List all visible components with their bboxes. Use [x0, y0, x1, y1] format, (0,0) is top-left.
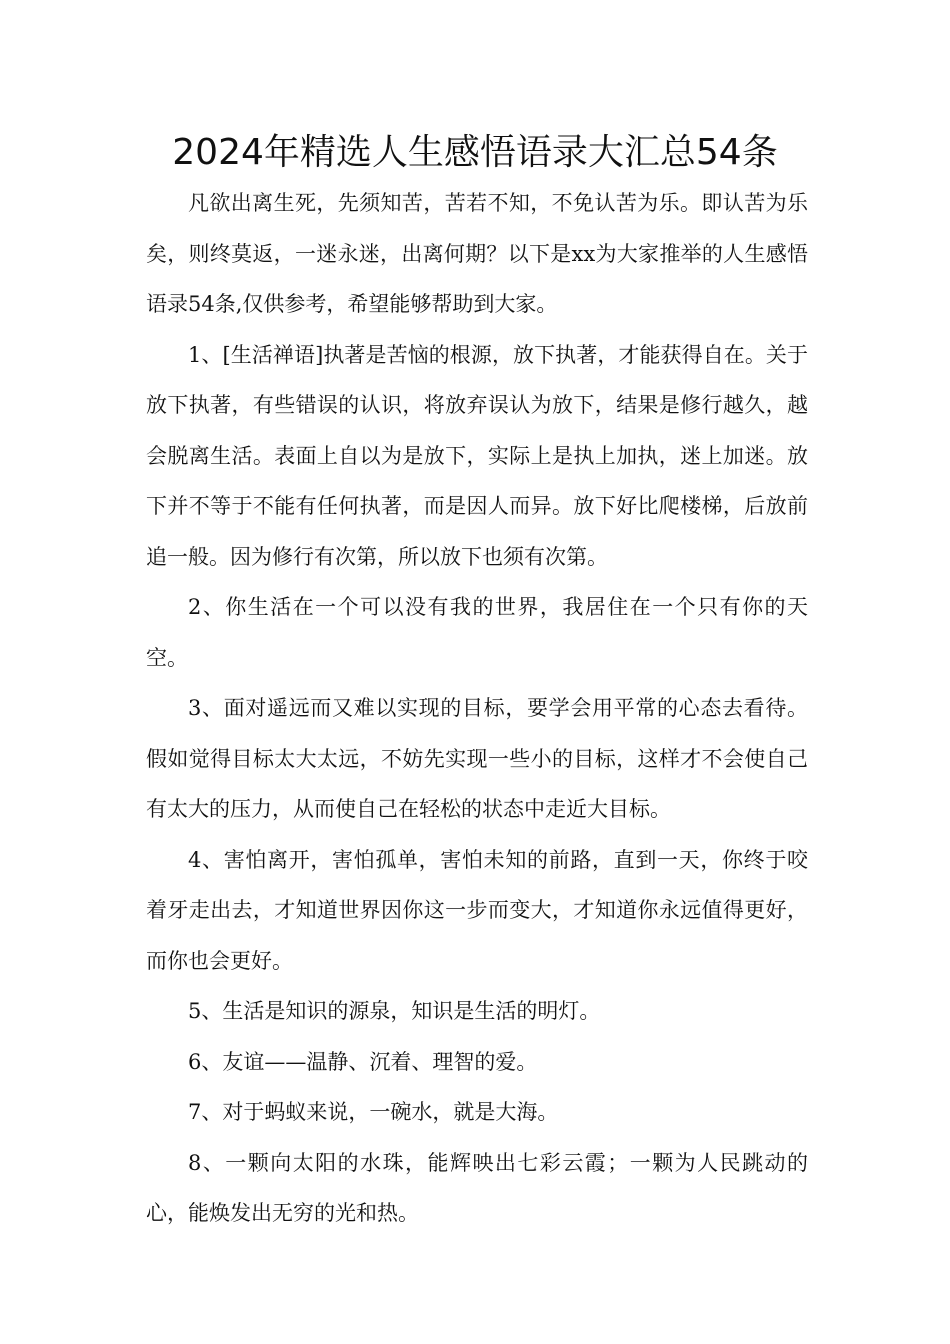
quote-paragraph-4: 4、害怕离开，害怕孤单，害怕未知的前路，直到一天，你终于咬着牙走出去，才知道世界因你这一步而变大，才知道你永远值得更好，而你也会更好。 — [146, 847, 808, 973]
quote-paragraph-7: 7、对于蚂蚁来说，一碗水，就是大海。 — [188, 1100, 559, 1124]
intro-paragraph: 凡欲出离生死，先须知苦，苦若不知，不免认苦为乐。即认苦为乐矣，则终莫返，一迷永迷，出离何期？以下是xx为大家推举的人生感悟语录54条,仅供参考，希望能够帮助到大家。 — [146, 191, 808, 316]
quote-paragraph-2: 2、你生活在一个可以没有我的世界，我居住在一个只有你的天空。 — [146, 595, 808, 670]
document-body — [146, 178, 808, 1239]
quote-paragraph-8: 8、一颗向太阳的水珠，能辉映出七彩云霞；一颗为人民跳动的心，能焕发出无穷的光和热。 — [146, 1150, 808, 1225]
document-title: 2024年精选人生感悟语录大汇总54条 — [172, 132, 778, 173]
quote-paragraph-1: 1、[生活禅语]执著是苦恼的根源，放下执著，才能获得自在。关于放下执著，有些错误的认识，将放弃误认为放下，结果是修行越久，越会脱离生活。表面上自以为是放下，实际上是执上加执，迷上加迷。放下并不等于不能有任何执著，而是因人而异。放下好比爬楼梯，后放前追一般。因为修行有次第，所以放下也须有次第。 — [146, 342, 808, 569]
quote-paragraph-6: 6、友谊——温静、沉着、理智的爱。 — [188, 1049, 538, 1074]
quote-paragraph-5: 5、生活是知识的源泉，知识是生活的明灯。 — [188, 999, 601, 1023]
quote-paragraph-3: 3、面对遥远而又难以实现的目标，要学会用平常的心态去看待。假如觉得目标太大太远，不妨先实现一些小的目标，这样才不会使自己有太大的压力，从而使自己在轻松的状态中走近大目标。 — [146, 696, 808, 821]
